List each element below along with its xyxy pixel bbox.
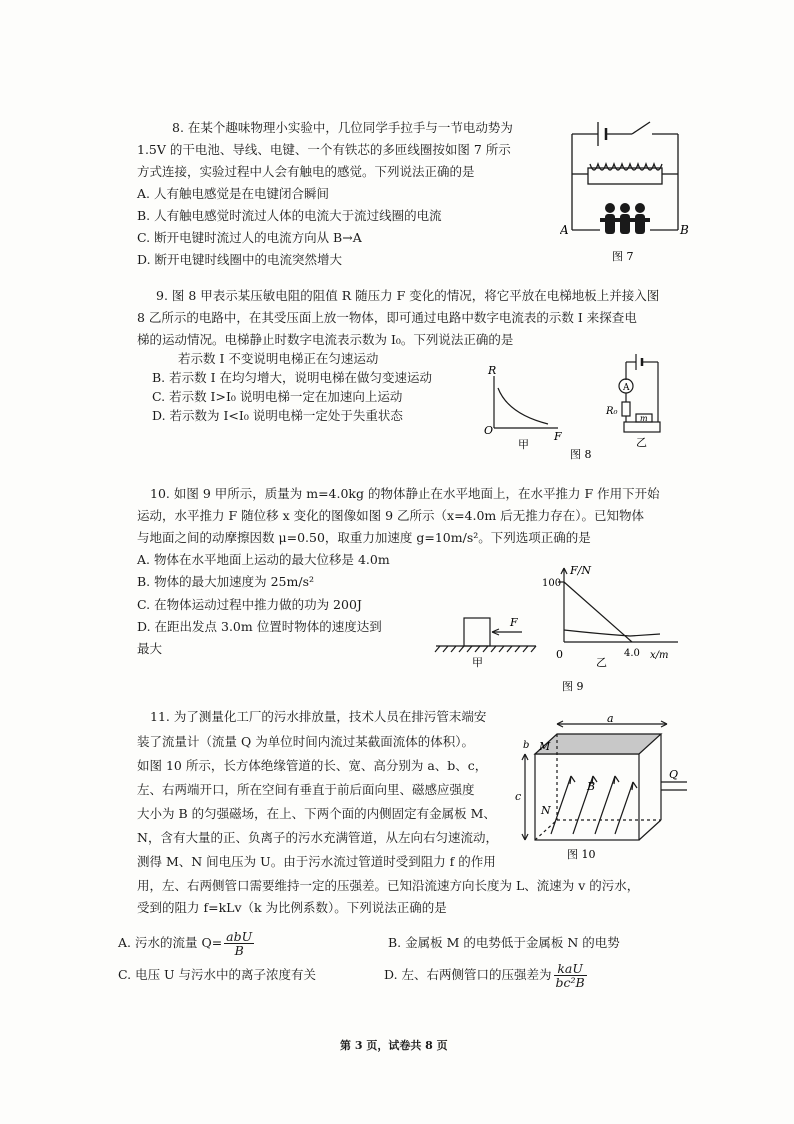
q11-option-b: B. 金属板 M 的电势低于金属板 N 的电势 (388, 935, 620, 950)
fig8-o-label: O (484, 424, 494, 437)
fig8-caption: 图 8 (570, 448, 592, 460)
q9-option-b: B. 若示数 I 在均匀增大，说明电梯在做匀变速运动 (152, 370, 433, 385)
fig8-jia: 甲 (518, 438, 529, 451)
fig7-label-a: A (560, 223, 569, 237)
fig9-y-axis: F/N (570, 564, 591, 577)
fig9-x-tick: 4.0 (624, 648, 640, 659)
q10-stem-1: 10. 如图 9 甲所示，质量为 m=4.0kg 的物体静止在水平地面上，在水平推力 F 作用下开始 (150, 486, 660, 501)
fig9-jia: 甲 (472, 656, 483, 669)
q9-option-a: 若示数 I 不变说明电梯正在匀速运动 (178, 351, 379, 366)
fig8-f-label: F (554, 430, 562, 443)
fig8-r-label: R (488, 364, 497, 377)
figure-9-jia (432, 600, 542, 680)
q11-stem-1: 11. 为了测量化工厂的污水排放量，技术人员在排污管末端安 (150, 709, 487, 724)
q10-option-c: C. 在物体运动过程中推力做的功为 200J (137, 597, 362, 612)
q8-option-a: A. 人有触电感觉是在电键闭合瞬间 (137, 186, 329, 201)
q8-option-d: D. 断开电键时线圈中的电流突然增大 (137, 252, 343, 267)
q11-option-d-text: D. 左、右两侧管口的压强差为 (384, 967, 552, 982)
q8-option-b: B. 人有触电感觉时流过人体的电流大于流过线圈的电流 (137, 208, 442, 223)
q11-option-a (118, 926, 256, 960)
figure-7-circuit (560, 112, 690, 272)
figure-10-pipe (515, 716, 695, 861)
fig10-a: a (607, 716, 614, 725)
fig10-b: b (523, 740, 530, 751)
q9-option-c: C. 若示数 I>I₀ 说明电梯一定在加速向上运动 (152, 389, 403, 404)
fig8-ammeter: A (623, 383, 630, 393)
figure-8 (478, 350, 678, 460)
fig7-caption: 图 7 (612, 250, 634, 263)
fig8-yi: 乙 (636, 436, 647, 449)
q11-option-d-den: bc²B (555, 975, 585, 990)
q11-option-a-text: A. 污水的流量 Q= (118, 935, 223, 950)
q11-stem-4: 左、右两端开口，所在空间有垂直于前后面向里、磁感应强度 (137, 782, 475, 797)
q8-stem-2: 1.5V 的干电池、导线、电键、一个有铁芯的多匝线圈按如图 7 所示 (137, 142, 511, 157)
fig10-n: N (541, 804, 551, 817)
fig9-f-arrow: F (510, 616, 518, 629)
fig9-x-axis: x/m (650, 650, 669, 661)
q11-option-d-fraction (554, 962, 587, 989)
fig10-c: c (515, 790, 522, 803)
q10-option-b: B. 物体的最大加速度为 25m/s² (137, 574, 315, 589)
figure-9-yi (540, 560, 690, 695)
fig9-origin: 0 (556, 648, 563, 661)
fig10-m: M (539, 740, 551, 753)
fig9-y-tick: 100 (542, 578, 562, 589)
q11-option-c: C. 电压 U 与污水中的离子浓度有关 (118, 967, 317, 982)
q11-option-d (384, 958, 589, 992)
q10-option-a: A. 物体在水平地面上运动的最大位移是 4.0m (137, 552, 390, 567)
q11-stem-5: 大小为 B 的匀强磁场，在上、下两个面的内侧固定有金属板 M、 (137, 806, 496, 821)
q11-stem-6: N，含有大量的正、负离子的污水充满管道，从左向右匀速流动， (137, 830, 498, 845)
page-footer: 第 3 页，试卷共 8 页 (340, 1039, 448, 1052)
q10-option-d-cont: 最大 (137, 641, 163, 656)
q11-option-a-den: B (234, 943, 244, 958)
fig10-q: Q (669, 768, 679, 781)
q9-stem-3: 梯的运动情况。电梯静止时数字电流表示数为 I₀。下列说法正确的是 (137, 332, 514, 347)
q11-option-a-fraction (224, 930, 254, 957)
q11-stem-9: 受到的阻力 f=kLv（k 为比例系数）。下列说法正确的是 (137, 900, 447, 915)
fig10-field: B (587, 780, 596, 793)
q10-stem-3: 与地面之间的动摩擦因数 μ=0.50，取重力加速度 g=10m/s²。下列选项正确的是 (137, 530, 591, 545)
fig9-yi: 乙 (596, 656, 607, 669)
q10-option-d: D. 在距出发点 3.0m 位置时物体的速度达到 (137, 619, 382, 634)
q9-stem-2: 8 乙所示的电路中，在其受压面上放一物体，即可通过电路中数字电流表的示数 I 来探查电 (137, 310, 637, 325)
q9-option-d: D. 若示数为 I<I₀ 说明电梯一定处于失重状态 (152, 408, 403, 423)
q11-option-d-num: kaU (554, 962, 587, 976)
q8-option-c: C. 断开电键时流过人的电流方向从 B→A (137, 230, 362, 245)
fig7-label-b: B (680, 223, 689, 237)
q10-stem-2: 运动，水平推力 F 随位移 x 变化的图像如图 9 乙所示（x=4.0m 后无推力存在）。已知物体 (137, 508, 644, 523)
q11-stem-2: 装了流量计（流量 Q 为单位时间内流过某截面流体的体积）。 (137, 734, 474, 749)
q11-stem-7: 测得 M、N 间电压为 U。由于污水流过管道时受到阻力 f 的作用 (137, 854, 496, 869)
fig9-caption: 图 9 (562, 680, 584, 693)
q11-option-a-num: abU (226, 929, 253, 944)
q11-stem-8: 用，左、右两侧管口需要维持一定的压强差。已知沿流速方向长度为 L、流速为 v 的污水， (137, 878, 640, 893)
q11-stem-3: 如图 10 所示，长方体绝缘管道的长、宽、高分别为 a、b、c， (137, 758, 488, 773)
fig8-mass: m (640, 414, 648, 423)
q8-stem-3: 方式连接，实验过程中人会有触电的感觉。下列说法正确的是 (137, 164, 475, 179)
fig8-r0: R₀ (606, 406, 618, 417)
fig10-caption: 图 10 (567, 848, 596, 861)
q9-stem-1: 9. 图 8 甲表示某压敏电阻的阻值 R 随压力 F 变化的情况，将它平放在电梯地板上并接入图 (156, 288, 660, 303)
q8-stem-1: 8. 在某个趣味物理小实验中，几位同学手拉手与一节电动势为 (172, 120, 513, 135)
